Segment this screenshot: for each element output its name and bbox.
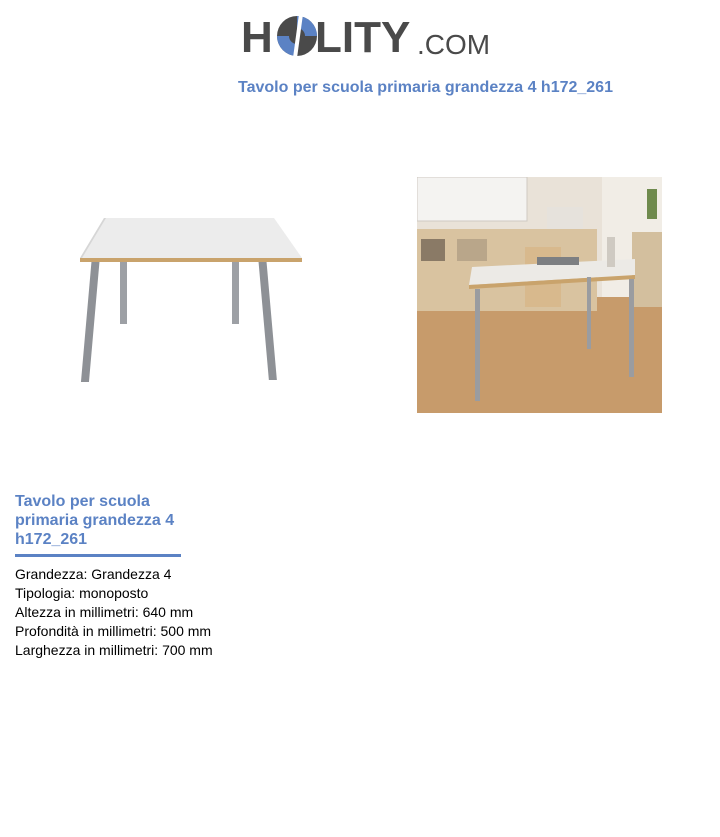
spec-label: Larghezza in millimetri	[15, 642, 155, 658]
page-title: Tavolo per scuola primaria grandezza 4 h172_261	[238, 79, 613, 96]
product-heading: Tavolo per scuola primaria grandezza 4 h172_261	[15, 493, 175, 548]
spec-row: Altezza in millimetri: 640 mm	[15, 604, 194, 620]
logo-letter-h: H	[241, 13, 273, 62]
logo-com: .COM	[417, 29, 491, 60]
spec-value: 500 mm	[160, 623, 212, 639]
spec-row: Tipologia: monoposto	[15, 585, 149, 601]
spec-label: Tipologia	[15, 585, 72, 601]
product-table-image	[76, 210, 306, 390]
spec-row: Profondità in millimetri: 500 mm	[15, 623, 212, 639]
spec-label: Grandezza	[15, 566, 84, 582]
product-specs	[15, 565, 213, 660]
spec-label: Profondità in millimetri	[15, 623, 153, 639]
classroom-scene-image	[417, 177, 662, 413]
spec-value: monoposto	[79, 585, 149, 601]
spec-value: 640 mm	[142, 604, 194, 620]
spec-label: Altezza in millimetri	[15, 604, 135, 620]
spec-value: Grandezza 4	[91, 566, 172, 582]
heading-divider	[15, 554, 181, 557]
spec-row: Grandezza: Grandezza 4	[15, 566, 172, 582]
spec-row: Larghezza in millimetri: 700 mm	[15, 642, 213, 658]
logo-o-icon	[275, 14, 319, 58]
holity-logo[interactable]	[241, 10, 491, 68]
logo-letters-lity: LITY	[315, 13, 411, 62]
spec-value: 700 mm	[162, 642, 213, 658]
